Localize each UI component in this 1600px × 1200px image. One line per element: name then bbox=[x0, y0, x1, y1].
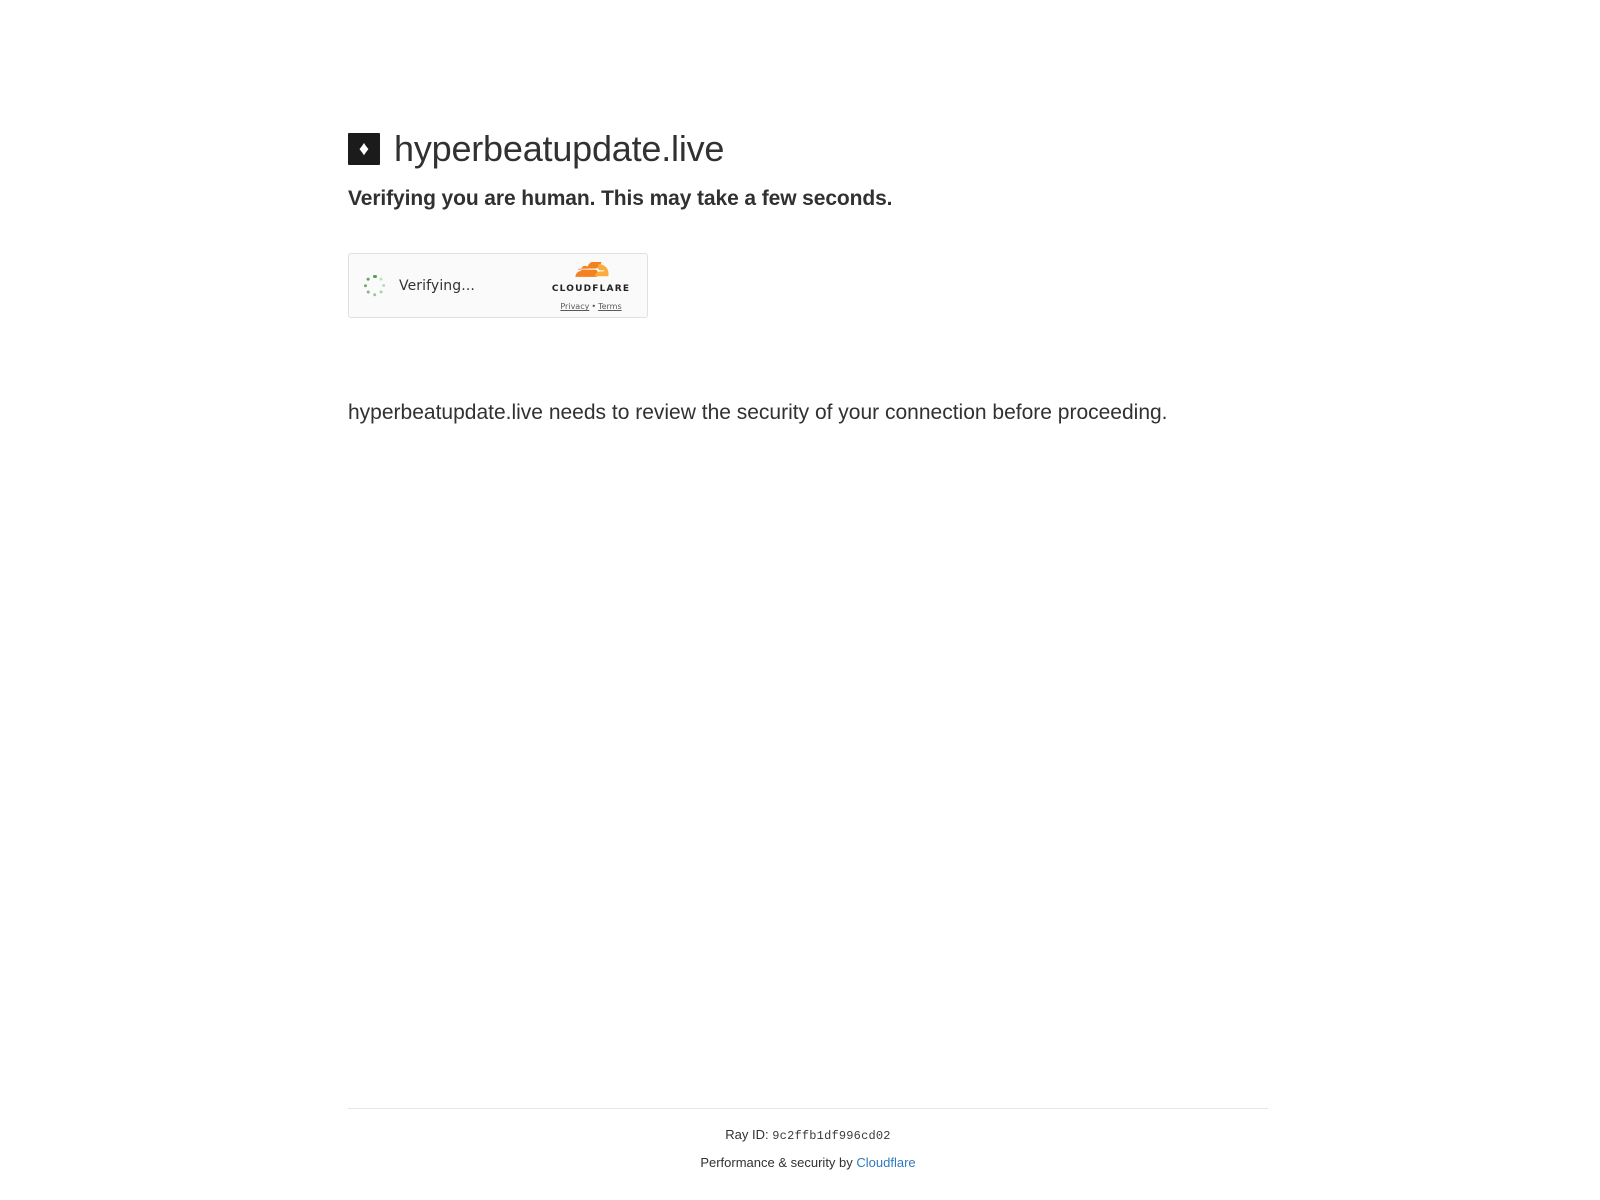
cloudflare-legal-links bbox=[560, 302, 621, 311]
ray-id-label: Ray ID: bbox=[725, 1127, 769, 1142]
challenge-content bbox=[348, 128, 1268, 452]
ray-id-row bbox=[348, 1127, 1268, 1143]
verification-subtitle: Verifying you are human. This may take a few seconds. bbox=[348, 187, 893, 211]
favicon-glyph: ♦ bbox=[358, 137, 370, 160]
cloudflare-link[interactable]: Cloudflare bbox=[856, 1155, 916, 1170]
privacy-link[interactable]: Privacy bbox=[560, 302, 590, 312]
cloudflare-cloud-icon bbox=[572, 262, 610, 277]
page-footer bbox=[348, 1108, 1268, 1170]
explanation-text: hyperbeatupdate.live needs to review the security of your connection before proceeding. bbox=[348, 401, 1168, 425]
turnstile-widget-wrapper bbox=[348, 253, 1268, 318]
turnstile-widget[interactable] bbox=[348, 253, 648, 318]
performance-row bbox=[348, 1155, 1268, 1170]
cloudflare-branding bbox=[545, 262, 637, 314]
link-separator: • bbox=[591, 302, 597, 312]
page-title-row bbox=[348, 128, 1268, 169]
performance-text: Performance & security by bbox=[700, 1155, 853, 1170]
cloudflare-wordmark: CLOUDFLARE bbox=[551, 284, 631, 295]
loading-spinner-icon bbox=[363, 274, 387, 298]
page-title: hyperbeatupdate.live bbox=[394, 128, 725, 169]
turnstile-status-label: Verifying... bbox=[399, 277, 475, 294]
terms-link[interactable]: Terms bbox=[598, 302, 622, 312]
site-favicon-icon bbox=[348, 133, 380, 165]
ray-id-value: 9c2ffb1df996cd02 bbox=[772, 1129, 891, 1143]
